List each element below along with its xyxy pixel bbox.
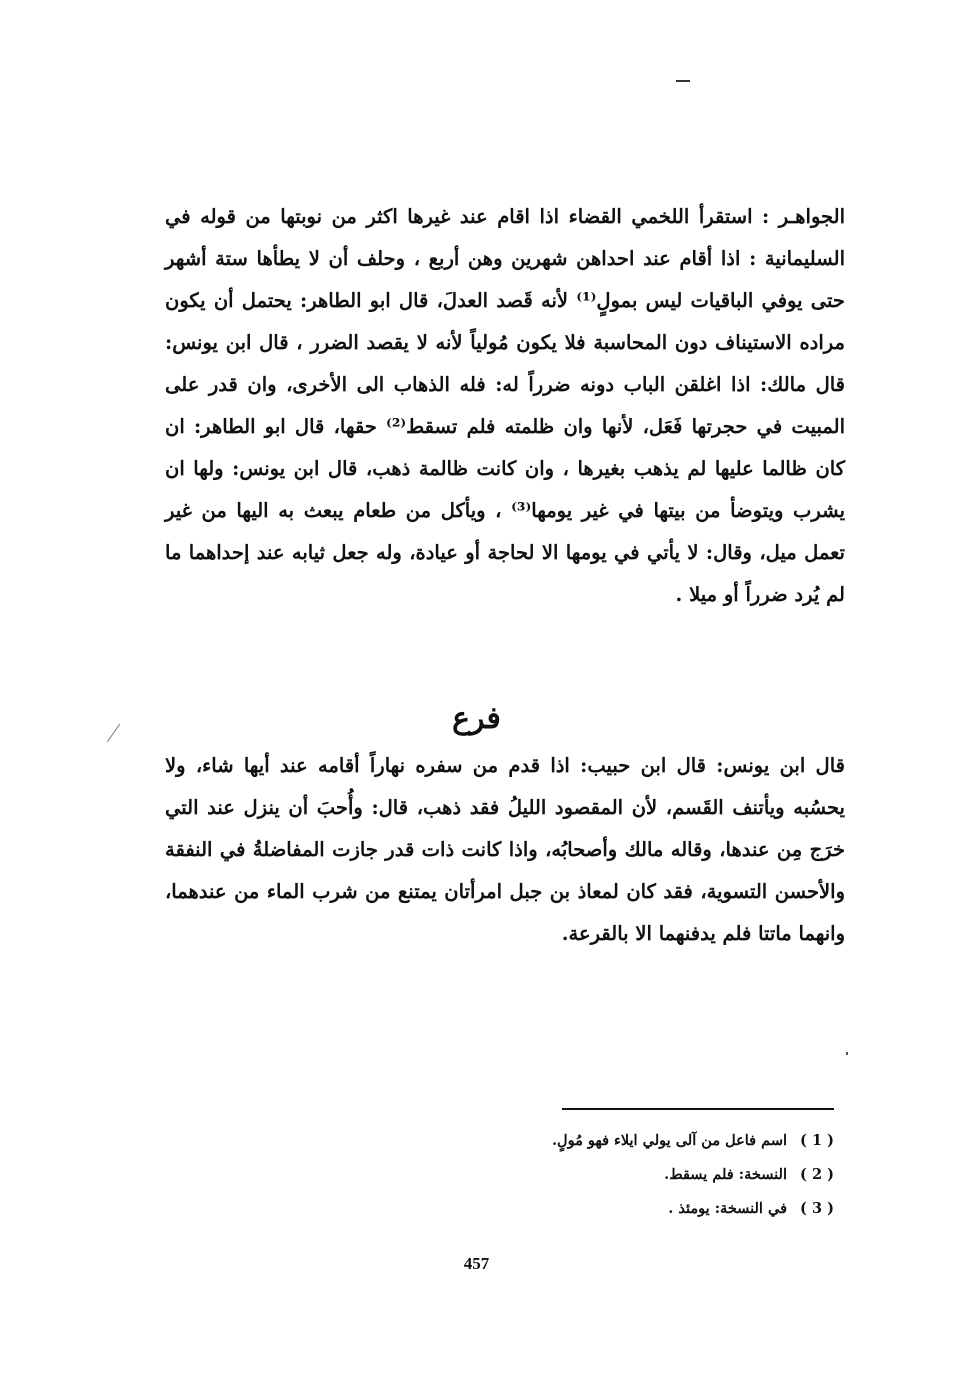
body-paragraph-1: الجواهـر : استقرأ اللخمي القضاء اذا اقام عند غيرها اكثر من نوبتها من قوله في السليمانية : اذا أقام عند احداهن شهرين وهن أربع ، وحلف أن لا يطأها ستة أشهر حتى يوفي الباقيات ليس بمولٍ⁽¹⁾ لأنه قَصد العدلَ، قال ابو الطاهر: يحتمل أن يكون مراده الاستيناف دون المحاسبة فلا يكون مُولياً لأنه لا يقصد الضرر ، قال ابن يونس: قال مالك: اذا اغلقن الباب دونه ضرراً له: فله الذهاب الى الأخرى، وان قدر على المبيت في حجرتها فَعَل، لأنها وان ظلمته فلم تسقط⁽²⁾ حقها، قال ابو الطاهر: ان كان ظالما عليها لم يذهب بغيرها ، وان كانت ظالمة ذهب، قال ابن يونس: ولها ان يشرب ويتوضأ من بيتها في غير يومها⁽³⁾ ، ويأكل من طعام يبعث به اليها من غير تعمل ميل، وقال: لا يأتي في يومها الا لحاجة أو عيادة، وله جعل ثيابه عند إحداهما ما لم يُرد ضرراً أو ميلا . — [165, 205, 845, 606]
footnote-text: في النسخة: يومئذ . — [668, 1200, 787, 1217]
section-heading: فرع — [452, 701, 501, 736]
footnotes — [400, 1124, 837, 1226]
footnote-1 — [400, 1124, 837, 1158]
footnote-3 — [400, 1192, 837, 1226]
body-paragraph-2: قال ابن يونس: قال ابن حبيب: اذا قدم من سفره نهاراً أقامه عند أيها شاء، ولا يحسُبه ويأتنف القَسم، لأن المقصود الليلُ فقد ذهب، قال: وأُحبَ أن ينزل عند التي خرَج مِن عندها، وقاله مالك وأصحابُه، واذا كانت ذات قدر جازت المفاضلةُ في النفقة والأحسن التسوية، فقد كان لمعاذ بن جبل امرأتان يمتنع من شرب الماء من عندهما، وانهما ماتتا فلم يدفنهما الا بالقرعة. — [165, 754, 845, 945]
footnote-number: ( 1 ) — [800, 1132, 834, 1149]
footnote-number: ( 2 ) — [800, 1166, 834, 1183]
footnote-2 — [400, 1158, 837, 1192]
page-mark — [676, 80, 690, 82]
footnote-divider — [562, 1108, 834, 1110]
footnote-number: ( 3 ) — [800, 1200, 834, 1217]
page-number: 457 — [463, 1254, 490, 1273]
footnote-text: اسم فاعل من آلى يولي ايلاء فهو مُولٍ. — [552, 1132, 787, 1149]
footnote-text: النسخة: فلم يسقط. — [664, 1166, 787, 1183]
scan-dot — [846, 1052, 848, 1055]
